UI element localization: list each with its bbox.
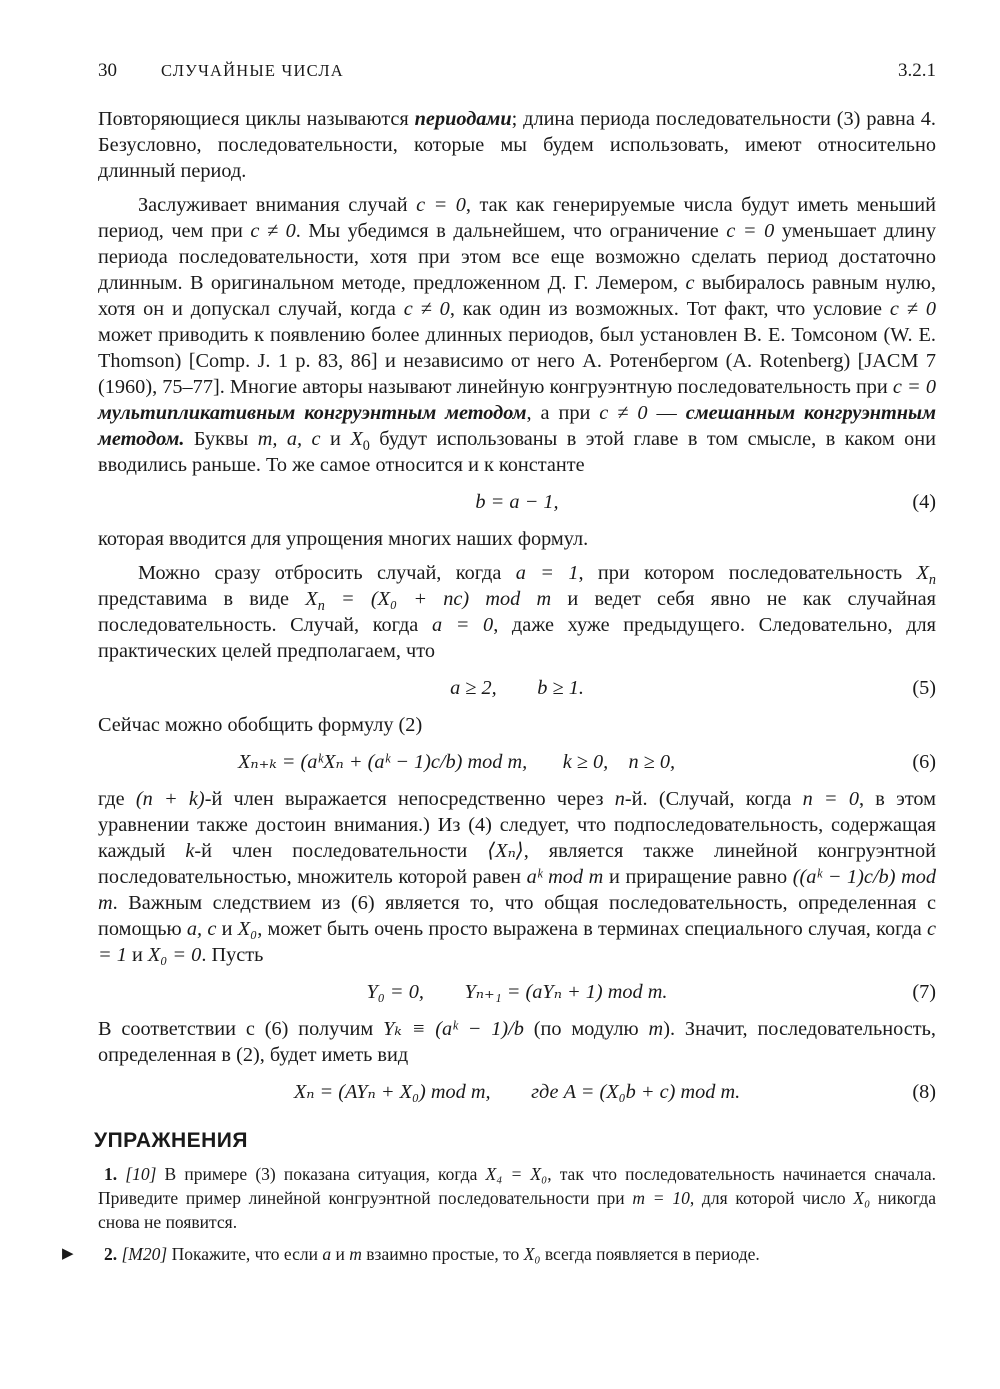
exercise-number: 1. bbox=[104, 1164, 118, 1184]
equation-4-formula: b = a − 1, bbox=[475, 491, 559, 513]
exercise-2: ▶ 2. [M20] Покажите, что если a и m взаимно простые, то X₀ всегда появляется в периоде. bbox=[62, 1244, 760, 1264]
paragraph-simplify: которая вводится для упрощения многих наших формул. bbox=[98, 528, 589, 550]
equation-5-formula: a ≥ 2, b ≥ 1. bbox=[450, 677, 584, 699]
equation-6-number: (6) bbox=[912, 751, 936, 773]
equation-6 bbox=[98, 740, 936, 784]
important-marker-icon: ▶ bbox=[62, 1246, 74, 1262]
paragraph-periods: Повторяющиеся циклы называются периодами; длина периода последовательности (3) равна 4. Безусловно, последовательности, которые мы будем использовать, имеют относительно длинный период. bbox=[98, 108, 936, 182]
running-head bbox=[98, 58, 936, 84]
section-number: 3.2.1 bbox=[898, 60, 936, 81]
exercise-1: 1. [10] В примере (3) показана ситуация, когда X₄ = X₀, так что последовательность начинается сначала. Приведите пример линейной конгруэнтной последовательности при m = 10, для которой число X₀ никогда снова не появится. bbox=[98, 1164, 936, 1232]
equation-7 bbox=[98, 970, 936, 1014]
section-title: СЛУЧАЙНЫЕ ЧИСЛА bbox=[161, 61, 344, 80]
paragraph-correspondence: В соответствии с (6) получим Yₖ ≡ (aᵏ − 1)/b (по модулю m). Значит, последовательность, определенная в (2), будет иметь вид bbox=[98, 1018, 936, 1066]
equation-7-formula: Y₀ = 0, Yₙ₊₁ = (aYₙ + 1) mod m. bbox=[366, 981, 668, 1003]
equation-4-number: (4) bbox=[912, 491, 936, 513]
equation-8-formula: Xₙ = (AYₙ + X₀) mod m, где A = (X₀b + c) mod m. bbox=[293, 1081, 741, 1103]
exercise-rating: [10] bbox=[125, 1164, 157, 1184]
equation-5 bbox=[98, 666, 936, 710]
paragraph-subsequence: где (n + k)-й член выражается непосредственно через n-й. (Случай, когда n = 0, в этом уравнении также достоин внимания.) Из (4) следует, что подпоследовательность, содержащая каждый k-й член последовательности ⟨Xₙ⟩, является также линейной конгруэнтной последовательностью, множитель которой равен aᵏ mod m и приращение равно ((aᵏ − 1)c/b) mod m. Важным следствием из (6) является то, что общая последовательность, определенная с помощью a, c и X₀, может быть очень просто выражена в терминах специального случая, когда c = 1 и X₀ = 0. Пусть bbox=[98, 788, 937, 966]
equation-7-number: (7) bbox=[912, 981, 936, 1003]
equation-8 bbox=[98, 1070, 936, 1114]
paragraph-c-zero: Заслуживает внимания случай c = 0, так как генерируемые числа будут иметь меньший период, чем при c ≠ 0. Мы убедимся в дальнейшем, что ограничение c = 0 уменьшает длину периода последовательности, хотя при этом все еще возможно сделать период достаточно длинным. В оригинальном методе, предложенном Д. Г. Лемером, c выбиралось равным нулю, хотя он и допускал случай, когда c ≠ 0, как один из возможных. Тот факт, что условие c ≠ 0 может приводить к появлению более длинных периодов, был установлен В. Е. Томсоном (W. E. Thomson) [Comp. J. 1 p. 83, 86] и независимо от него А. Ротенбергом (A. Rotenberg) [JACM 7 (1960), 75–77]. Многие авторы называют линейную конгруэнтную последовательность при c = 0 мультипликативным конгруэнтным методом, а при c ≠ 0 — смешанным конгруэнтным методом. Буквы m, a, c и $X_0$ будут использованы в этой главе в том смысле, в каком они вводились раньше. То же самое относится и к константе bbox=[98, 194, 937, 476]
equation-4 bbox=[98, 480, 936, 524]
equation-6-formula: Xₙ₊ₖ = (aᵏXₙ + (aᵏ − 1)c/b) mod m, k ≥ 0, n ≥ 0, bbox=[238, 751, 676, 773]
page-number: 30 bbox=[98, 60, 117, 81]
paragraph-generalize: Сейчас можно обобщить формулу (2) bbox=[98, 714, 423, 736]
equation-8-number: (8) bbox=[912, 1081, 936, 1103]
paragraph-a-one: Можно сразу отбросить случай, когда a = 1, при котором последовательность $X_n$ представима в виде $X_n = (X_0 + nc)$ mod m и ведет себя явно не как случайная последовательность. Случай, когда a = 0, даже хуже предыдущего. Следовательно, для практических целей предполагаем, что bbox=[98, 562, 937, 662]
exercise-rating: [M20] bbox=[121, 1244, 168, 1264]
exercises-heading: УПРАЖНЕНИЯ bbox=[94, 1129, 248, 1152]
exercise-number: 2. bbox=[104, 1244, 118, 1264]
equation-5-number: (5) bbox=[912, 677, 936, 699]
